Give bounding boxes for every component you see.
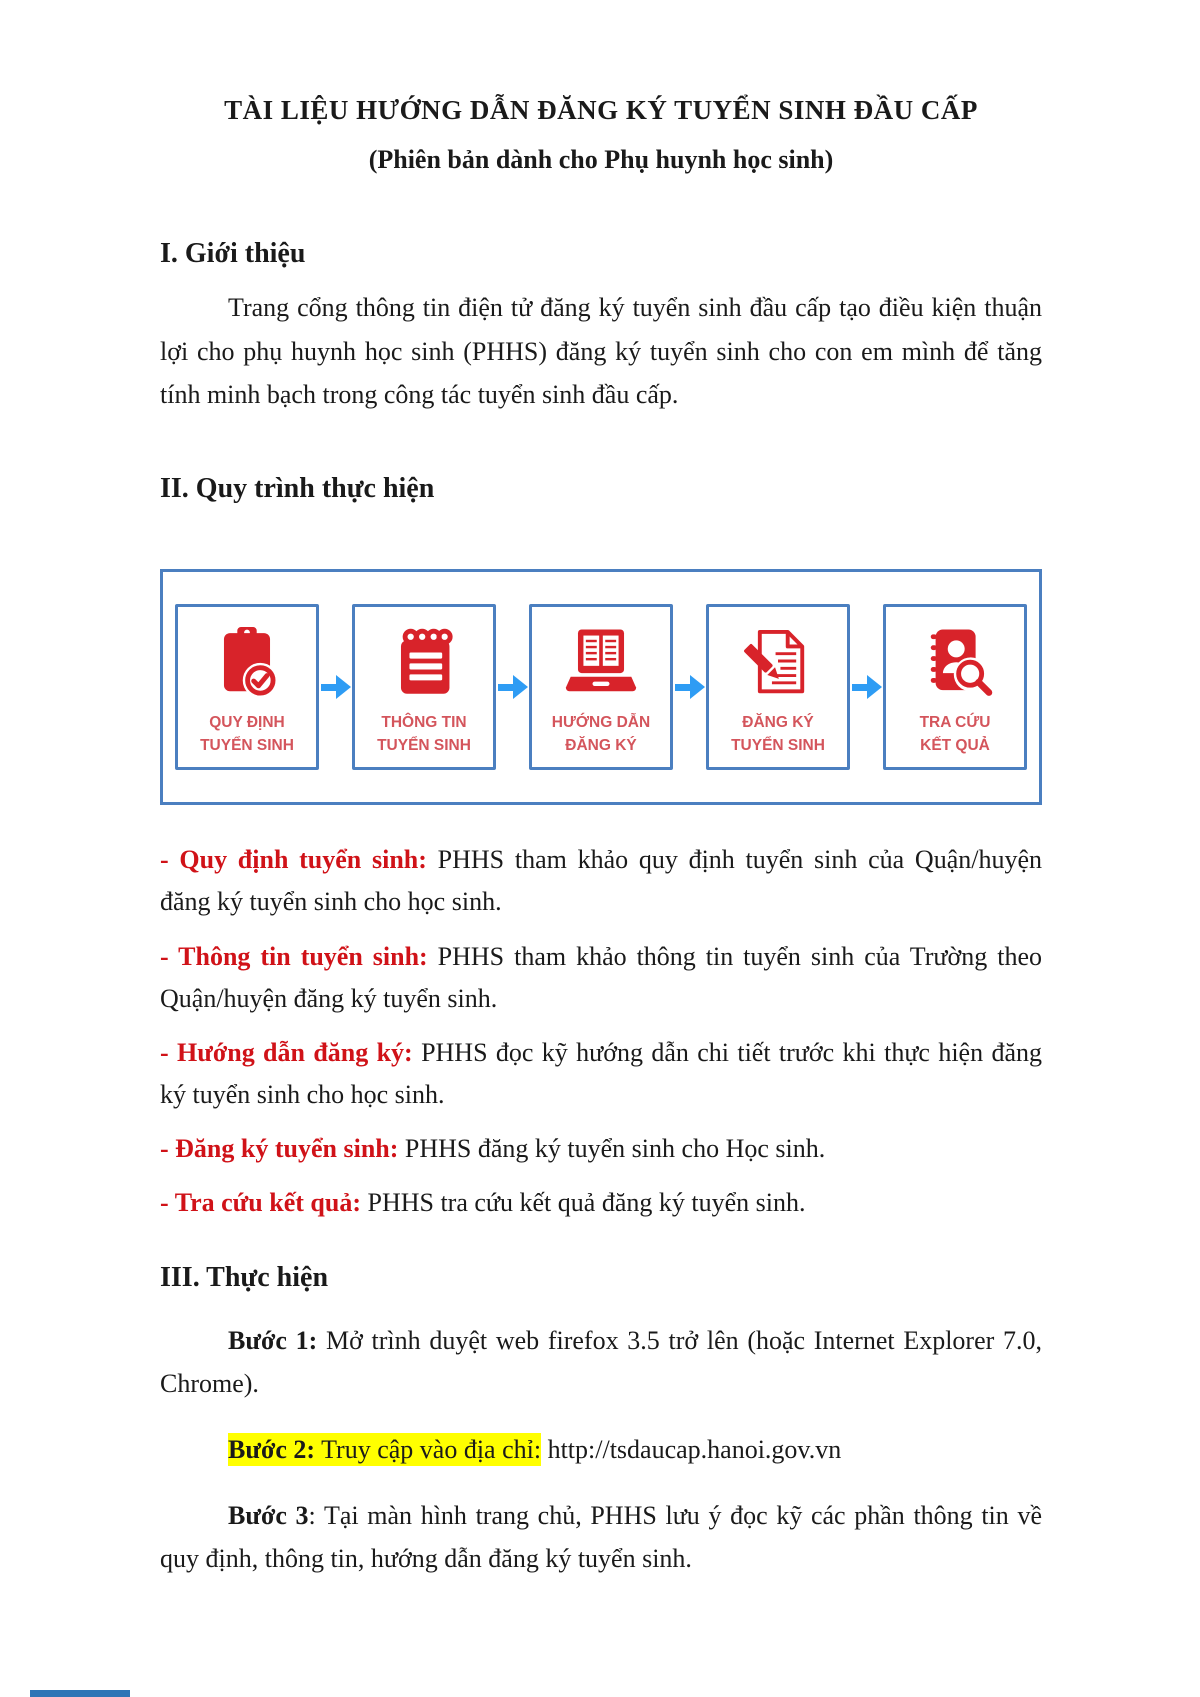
page-title: TÀI LIỆU HƯỚNG DẪN ĐĂNG KÝ TUYỂN SINH ĐẦU CẤP xyxy=(224,95,978,125)
flow-step-label: ĐĂNG KÝ TUYỂN SINH xyxy=(731,713,825,755)
bullet-item-dang-ky xyxy=(160,1128,1042,1170)
bullet-label: - Đăng ký tuyển sinh: xyxy=(160,1133,399,1163)
step-3-paragraph xyxy=(160,1494,1042,1581)
bullet-label: - Hướng dẫn đăng ký: xyxy=(160,1037,413,1067)
bullet-text: PHHS đọc kỹ hướng dẫn chi tiết trước khi thực hiện đăng ký tuyển sinh cho học sinh. xyxy=(160,1037,1042,1109)
clipboard-check-icon xyxy=(208,621,286,701)
highlighted-text xyxy=(228,1433,541,1466)
section-heading-intro: I. Giới thiệu xyxy=(160,237,306,269)
bullet-label: - Quy định tuyển sinh: xyxy=(160,845,427,875)
next-page-element-cropped xyxy=(30,1690,130,1697)
arrow-right-icon xyxy=(673,675,706,699)
bullet-item-thong-tin xyxy=(160,936,1042,1020)
arrow-right-icon xyxy=(319,675,352,699)
step-1-paragraph xyxy=(160,1319,1042,1406)
bullet-item-tra-cuu xyxy=(160,1182,1042,1224)
flow-step-quy-dinh xyxy=(175,604,319,770)
step-1-label: Bước 1: xyxy=(228,1325,318,1355)
step-1-text: Mở trình duyệt web firefox 3.5 trở lên (hoặc Internet Explorer 7.0, Chrome). xyxy=(160,1325,1042,1399)
bullet-text: PHHS đăng ký tuyển sinh cho Học sinh. xyxy=(398,1133,826,1163)
registration-url: http://tsdaucap.hanoi.gov.vn xyxy=(541,1434,842,1464)
lookup-result-icon xyxy=(916,621,994,701)
laptop-guide-icon xyxy=(562,621,640,701)
register-pencil-icon xyxy=(739,621,817,701)
section-heading-process: II. Quy trình thực hiện xyxy=(160,472,435,504)
notepad-icon xyxy=(385,621,463,701)
flow-step-label: THÔNG TIN TUYỂN SINH xyxy=(377,713,471,755)
bullet-item-huong-dan xyxy=(160,1032,1042,1116)
arrow-right-icon xyxy=(850,675,883,699)
bullet-text: PHHS tham khảo quy định tuyển sinh của Quận/huyện đăng ký tuyển sinh cho học sinh. xyxy=(160,845,1042,917)
flow-step-huong-dan xyxy=(529,604,673,770)
bullet-text: PHHS tra cứu kết quả đăng ký tuyển sinh. xyxy=(360,1188,806,1218)
flow-step-tra-cuu xyxy=(883,604,1027,770)
step-2-paragraph xyxy=(160,1428,1042,1472)
bullet-item-quy-dinh xyxy=(160,839,1042,923)
flow-step-thong-tin xyxy=(352,604,496,770)
bullet-label: - Tra cứu kết quả: xyxy=(160,1188,361,1218)
step-3-text: : Tại màn hình trang chủ, PHHS lưu ý đọc kỹ các phần thông tin về quy định, thông tin, hướng dẫn đăng ký tuyển sinh. xyxy=(160,1500,1042,1574)
intro-paragraph: Trang cổng thông tin điện tử đăng ký tuyển sinh đầu cấp tạo điều kiện thuận lợi cho phụ huynh học sinh (PHHS) đăng ký tuyển sinh cho con em mình để tăng tính minh bạch trong công tác tuyển sinh đầu cấp. xyxy=(160,292,1042,410)
bullet-text: PHHS tham khảo thông tin tuyển sinh của Trường theo Quận/huyện đăng ký tuyển sinh. xyxy=(160,941,1042,1013)
arrow-right-icon xyxy=(496,675,529,699)
flow-step-label: QUY ĐỊNH TUYỂN SINH xyxy=(200,713,294,755)
bullet-list xyxy=(160,839,1042,1224)
step-3-label: Bước 3 xyxy=(228,1500,309,1530)
process-flow-diagram xyxy=(160,569,1042,805)
page-subtitle: (Phiên bản dành cho Phụ huynh học sinh) xyxy=(368,145,834,175)
step-2-label: Bước 2: xyxy=(228,1434,316,1464)
flow-step-dang-ky xyxy=(706,604,850,770)
section-heading-execute: III. Thực hiện xyxy=(160,1262,329,1294)
bullet-label: - Thông tin tuyển sinh: xyxy=(160,941,428,971)
flow-step-label: TRA CỨU KẾT QUẢ xyxy=(919,713,991,755)
step-2-highlight-text: Truy cập vào địa chỉ: xyxy=(315,1434,542,1464)
flow-step-label: HƯỚNG DẪN ĐĂNG KÝ xyxy=(551,713,651,755)
